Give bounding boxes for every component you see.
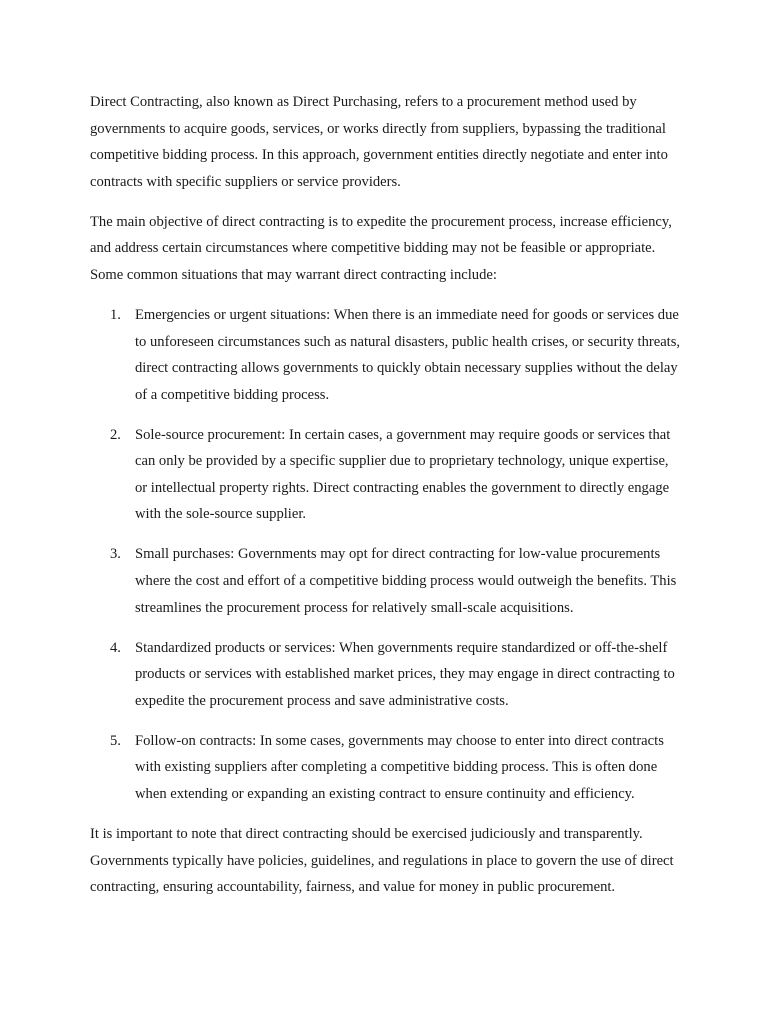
list-item-number: 4. (110, 639, 121, 656)
list-item-text: Standardized products or services: When governments require standardized or off-the-shelf products or services with established market prices, they may engage in direct contracting to expedite the procurement process and save administrative costs. (135, 639, 675, 709)
list-item-text: Emergencies or urgent situations: When there is an immediate need for goods or services due to unforeseen circumstances such as natural disasters, public health crises, or security threats, direct contracting allows governments to quickly obtain necessary supplies without the delay of a competitive bidding process. (135, 306, 681, 403)
intro-paragraph-1: Direct Contracting, also known as Direct Purchasing, refers to a procurement method used by governments to acquire goods, services, or works directly from suppliers, bypassing the traditional competitive bidding process. In this approach, government entities directly negotiate and enter into contracts with specific suppliers or service providers. (90, 94, 668, 190)
list-item-number: 5. (110, 732, 121, 749)
list-item (90, 422, 682, 528)
list-item (90, 728, 682, 808)
list-item-number: 1. (110, 306, 121, 323)
list-item (90, 635, 682, 715)
list-item-number: 3. (110, 546, 121, 563)
list-item-text: Sole-source procurement: In certain cases, a government may require goods or services that can only be provided by a specific supplier due to proprietary technology, unique expertise, or intellectual property rights. Direct contracting enables the government to directly engage with the sole-source supplier. (135, 426, 671, 523)
list-item (90, 541, 682, 621)
numbered-list (90, 302, 682, 808)
intro-paragraph-2: The main objective of direct contracting is to expedite the procurement process, increase efficiency, and address certain circumstances where competitive bidding may not be feasible or appropriate. Some common situations that may warrant direct contracting include: (90, 213, 672, 283)
closing-paragraph: It is important to note that direct contracting should be exercised judiciously and transparently. Governments typically have policies, guidelines, and regulations in place to govern the use of direct contracting, ensuring accountability, fairness, and value for money in public procurement. (90, 825, 674, 896)
list-item (90, 302, 682, 408)
list-item-text: Follow-on contracts: In some cases, governments may choose to enter into direct contracts with existing suppliers after completing a competitive bidding process. This is often done when extending or expanding an existing contract to ensure continuity and efficiency. (135, 732, 664, 802)
list-item-text: Small purchases: Governments may opt for direct contracting for low-value procurements where the cost and effort of a competitive bidding process would outweigh the benefits. This streamlines the procurement process for relatively small-scale acquisitions. (135, 546, 677, 616)
list-item-number: 2. (110, 426, 121, 443)
document-body (90, 89, 682, 914)
